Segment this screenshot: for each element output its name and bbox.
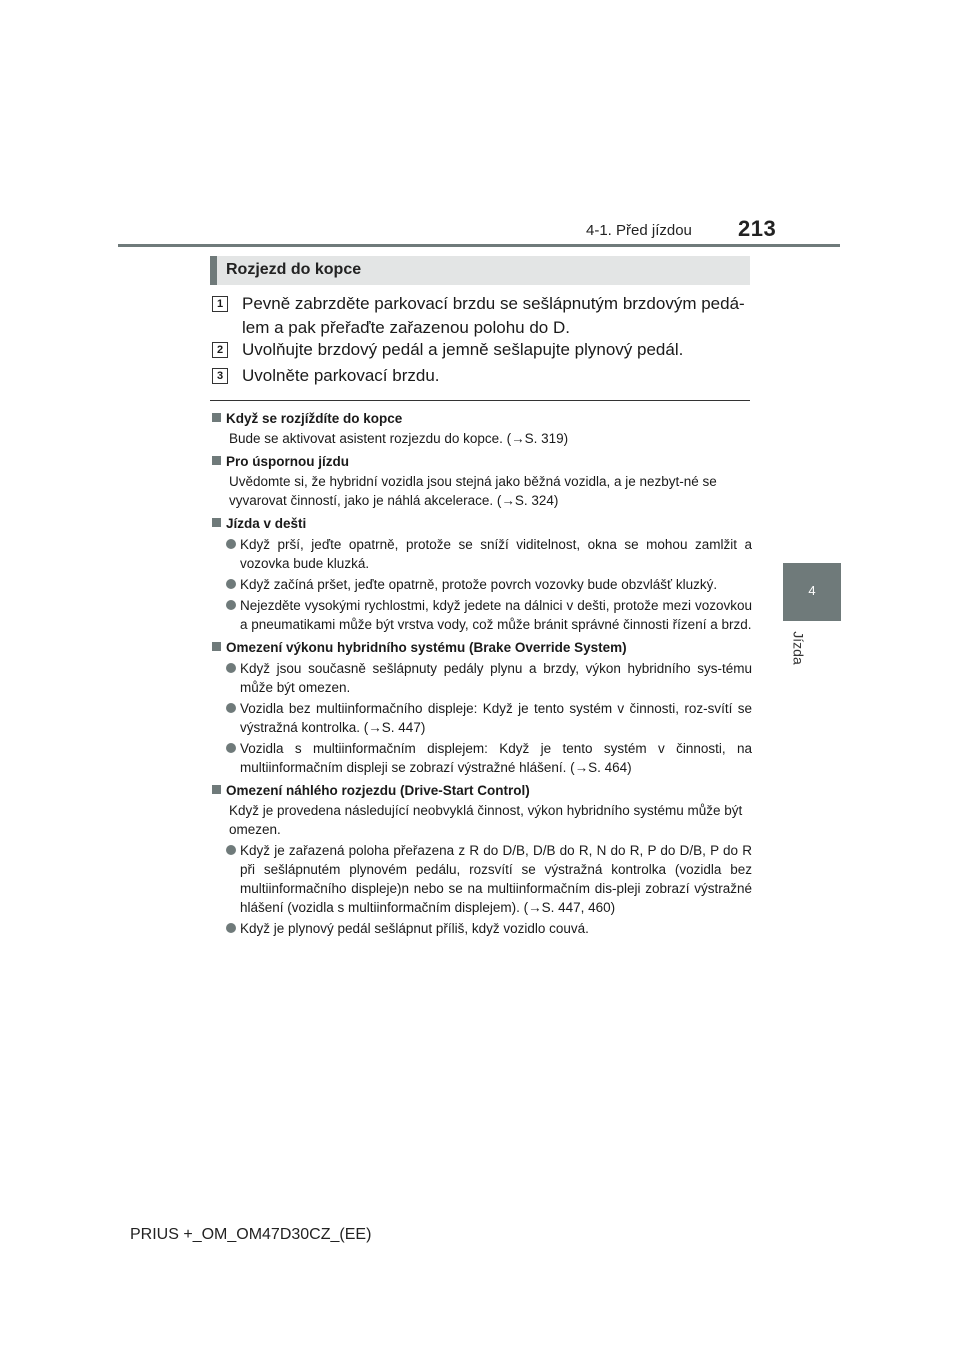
note-heading: Omezení náhlého rozjezdu (Drive-Start Control): [212, 781, 752, 800]
round-bullet-icon: [226, 663, 236, 673]
header-section: 4-1. Před jízdou: [586, 222, 692, 239]
step-text: Uvolněte parkovací brzdu.: [242, 366, 440, 385]
note-heading: Pro úspornou jízdu: [212, 452, 752, 471]
note-bullet: Vozidla bez multiinformačního displeje: Když je tento systém v činnosti, roz-svítí se výstražná kontrolka. (→S. 447): [212, 699, 752, 737]
header-rule: [118, 244, 840, 247]
note-bullet: Když je plynový pedál sešlápnut příliš, když vozidlo couvá.: [212, 919, 752, 938]
note-bullet: Když začíná pršet, jeďte opatrně, protože povrch vozovky bude obzvlášť kluzký.: [212, 575, 752, 594]
round-bullet-icon: [226, 539, 236, 549]
chapter-number: 4: [808, 583, 816, 598]
chapter-tab: [783, 563, 841, 621]
note-text: Když je provedena následující neobvyklá činnost, výkon hybridního systému může být omezen.: [229, 803, 743, 837]
square-bullet-icon: [212, 413, 221, 422]
notes-divider: [210, 400, 750, 401]
round-bullet-icon: [226, 923, 236, 933]
note-bullet: Když je zařazená poloha přeřazena z R do D/B, D/B do R, N do R, P do D/B, P do R při sešlápnutém plynovém pedálu, rozsvítí se výstražná kontrolka (vozidla bez multiinformačního displeje)n nebo se na multiinformačním dis-pleji zobrazí výstražné hlášení (vozidla s multiinformačním displejem). (→S. 447, 460): [212, 841, 752, 917]
square-bullet-icon: [212, 456, 221, 465]
title-accent: [210, 256, 217, 285]
chapter-label: [790, 628, 820, 668]
note-heading: Když se rozjíždíte do kopce: [212, 409, 752, 428]
note-text: Bude se aktivovat asistent rozjezdu do kopce. (→S. 319): [229, 431, 569, 446]
round-bullet-icon: [226, 579, 236, 589]
round-bullet-icon: [226, 703, 236, 713]
note-bullet: Vozidla s multiinformačním displejem: Když je tento systém v činnosti, na multiinformačním displeji se zobrazí výstražné hlášení. (→S. 464): [212, 739, 752, 777]
note-heading: Omezení výkonu hybridního systému (Brake Override System): [212, 638, 752, 657]
section-title-bar: [210, 256, 750, 285]
round-bullet-icon: [226, 845, 236, 855]
step-text: Pevně zabrzděte parkovací brzdu se sešlápnutým brzdovým pedá-lem a pak přeřaďte zařazenou polohu do D.: [242, 294, 745, 337]
chapter-label-text: Jízda: [790, 631, 807, 665]
square-bullet-icon: [212, 518, 221, 527]
note-bullet: Nejezděte vysokými rychlostmi, když jedete na dálnici v dešti, protože mezi vozovkou a pneumatikami může být vrstva vody, což může bránit správné činnosti řízení a brzd.: [212, 596, 752, 634]
square-bullet-icon: [212, 785, 221, 794]
notes: [212, 407, 752, 938]
note-bullet: Když jsou současně sešlápnuty pedály plynu a brzdy, výkon hybridního sys-tému může být omezen.: [212, 659, 752, 697]
step-number-box: 2: [212, 342, 228, 358]
note-heading: Jízda v dešti: [212, 514, 752, 533]
section-title: Rozjezd do kopce: [226, 261, 362, 278]
step-text: Uvolňujte brzdový pedál a jemně sešlapujte plynový pedál.: [242, 340, 684, 359]
page-number: 213: [738, 216, 777, 241]
step-number-box: 1: [212, 296, 228, 312]
square-bullet-icon: [212, 642, 221, 651]
step-number-box: 3: [212, 368, 228, 384]
round-bullet-icon: [226, 600, 236, 610]
note-text: Uvědomte si, že hybridní vozidla jsou stejná jako běžná vozidla, a je nezbyt-né se vyvarovat činností, jako je náhlá akcelerace. (→S. 324): [229, 474, 717, 508]
round-bullet-icon: [226, 743, 236, 753]
footer-code: PRIUS +_OM_OM47D30CZ_(EE): [130, 1226, 372, 1243]
note-bullet: Když prší, jeďte opatrně, protože se sníží viditelnost, okna se mohou zamlžit a vozovka bude kluzká.: [212, 535, 752, 573]
